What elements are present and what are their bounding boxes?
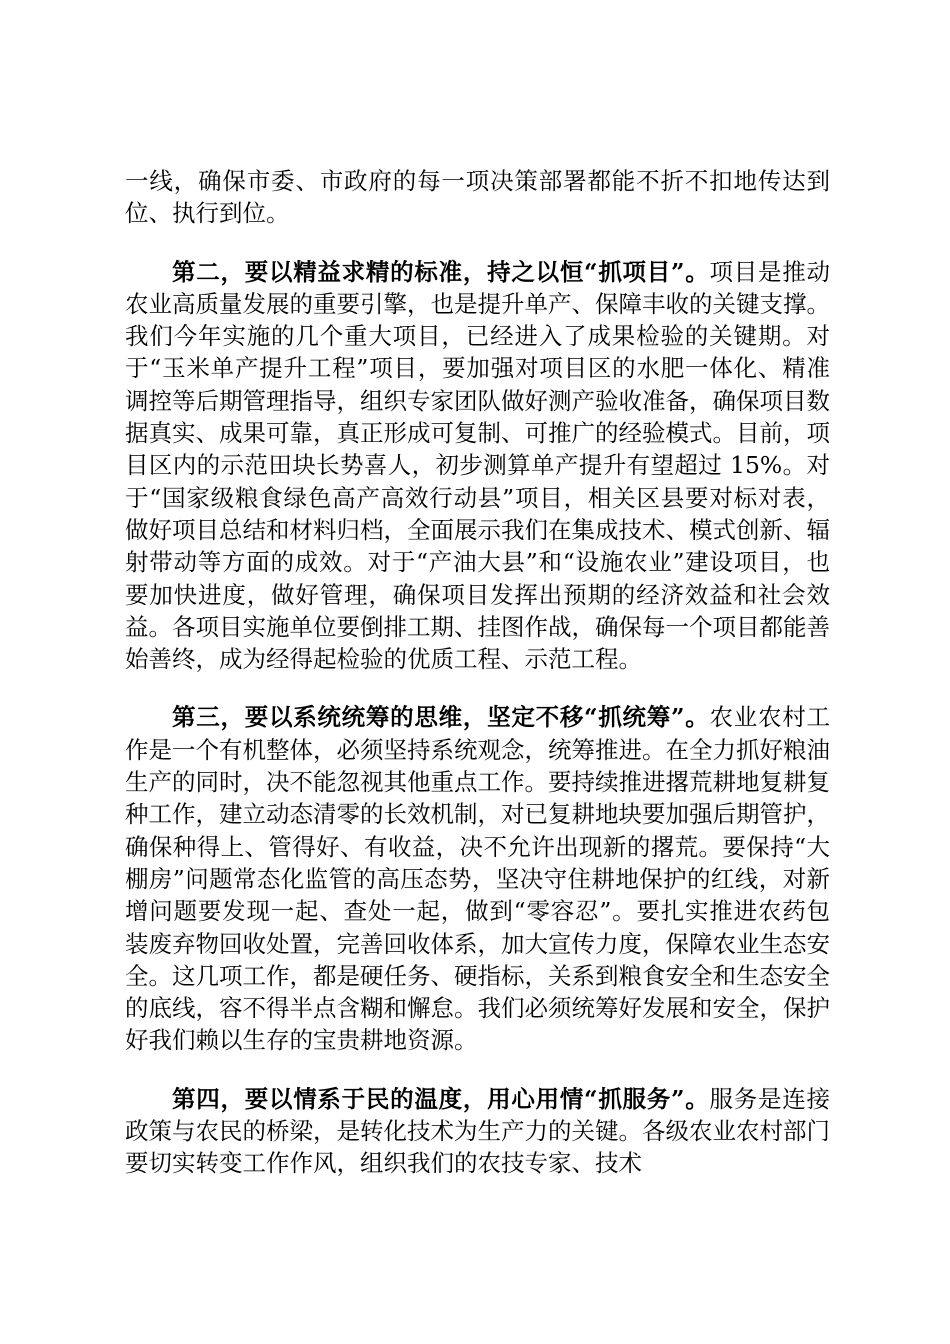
paragraph-body: 一线，确保市委、市政府的每一项决策部署都能不折不扣地传达到位、执行到位。: [125, 167, 830, 228]
paragraph-continuation: [125, 165, 830, 230]
paragraph-body: 服务是连接政策与农民的桥梁，是转化技术为生产力的关键。各级农业农村部门要切实转变工作作风，组织我们的农技专家、技术: [125, 1084, 830, 1178]
paragraph-second-projects: [125, 256, 830, 676]
paragraph-body: 农业农村工作是一个有机整体，必须坚持系统观念，统筹推进。在全力抓好粮油生产的同时，决不能忽视其他重点工作。要持续推进撂荒耕地复耕复种工作，建立动态清零的长效机制，对已复耕地块要加强后期管护，确保种得上、管得好、有收益，决不允许出现新的撂荒。要保持“大棚房”问题常态化监管的高压态势，坚决守住耕地保护的红线，对新增问题要发现一起、查处一起，做到“零容忍”。要扎实推进农药包装废弃物回收处置，完善回收体系，加大宣传力度，保障农业生态安全。这几项工作，都是硬任务、硬指标，关系到粮食安全和生态安全的底线，容不得半点含糊和懈怠。我们必须统筹好发展和安全，保护好我们赖以生存的宝贵耕地资源。: [125, 703, 830, 1055]
document-body: [125, 165, 830, 1206]
paragraph-body: 项目是推动农业高质量发展的重要引擎，也是提升单产、保障丰收的关键支撑。我们今年实施的几个重大项目，已经进入了成果检验的关键期。对于“玉米单产提升工程”项目，要加强对项目区的水肥一体化、精准调控等后期管理指导，组织专家团队做好测产验收准备，确保项目数据真实、成果可靠，真正形成可复制、可推广的经验模式。目前，项目区内的示范田块长势喜人，初步测算单产提升有望超过 15%。对于“国家级粮食绿色高产高效行动县”项目，相关区县要对标对表，做好项目总结和材料归档，全面展示我们在集成技术、模式创新、辐射带动等方面的成效。对于“产油大县”和“设施农业”建设项目，也要加快进度，做好管理，确保项目发挥出预期的经济效益和社会效益。各项目实施单位要倒排工期、挂图作战，确保每一个项目都能善始善终，成为经得起检验的优质工程、示范工程。: [125, 257, 830, 674]
paragraph-fourth-service: [125, 1083, 830, 1180]
paragraph-lead: 第四，要以情系于民的温度，用心用情“抓服务”。: [172, 1084, 710, 1113]
paragraph-lead: 第三，要以系统统筹的思维，坚定不移“抓统筹”。: [172, 703, 710, 732]
paragraph-lead: 第二，要以精益求精的标准，持之以恒“抓项目”。: [172, 257, 710, 286]
paragraph-third-coordination: [125, 701, 830, 1056]
